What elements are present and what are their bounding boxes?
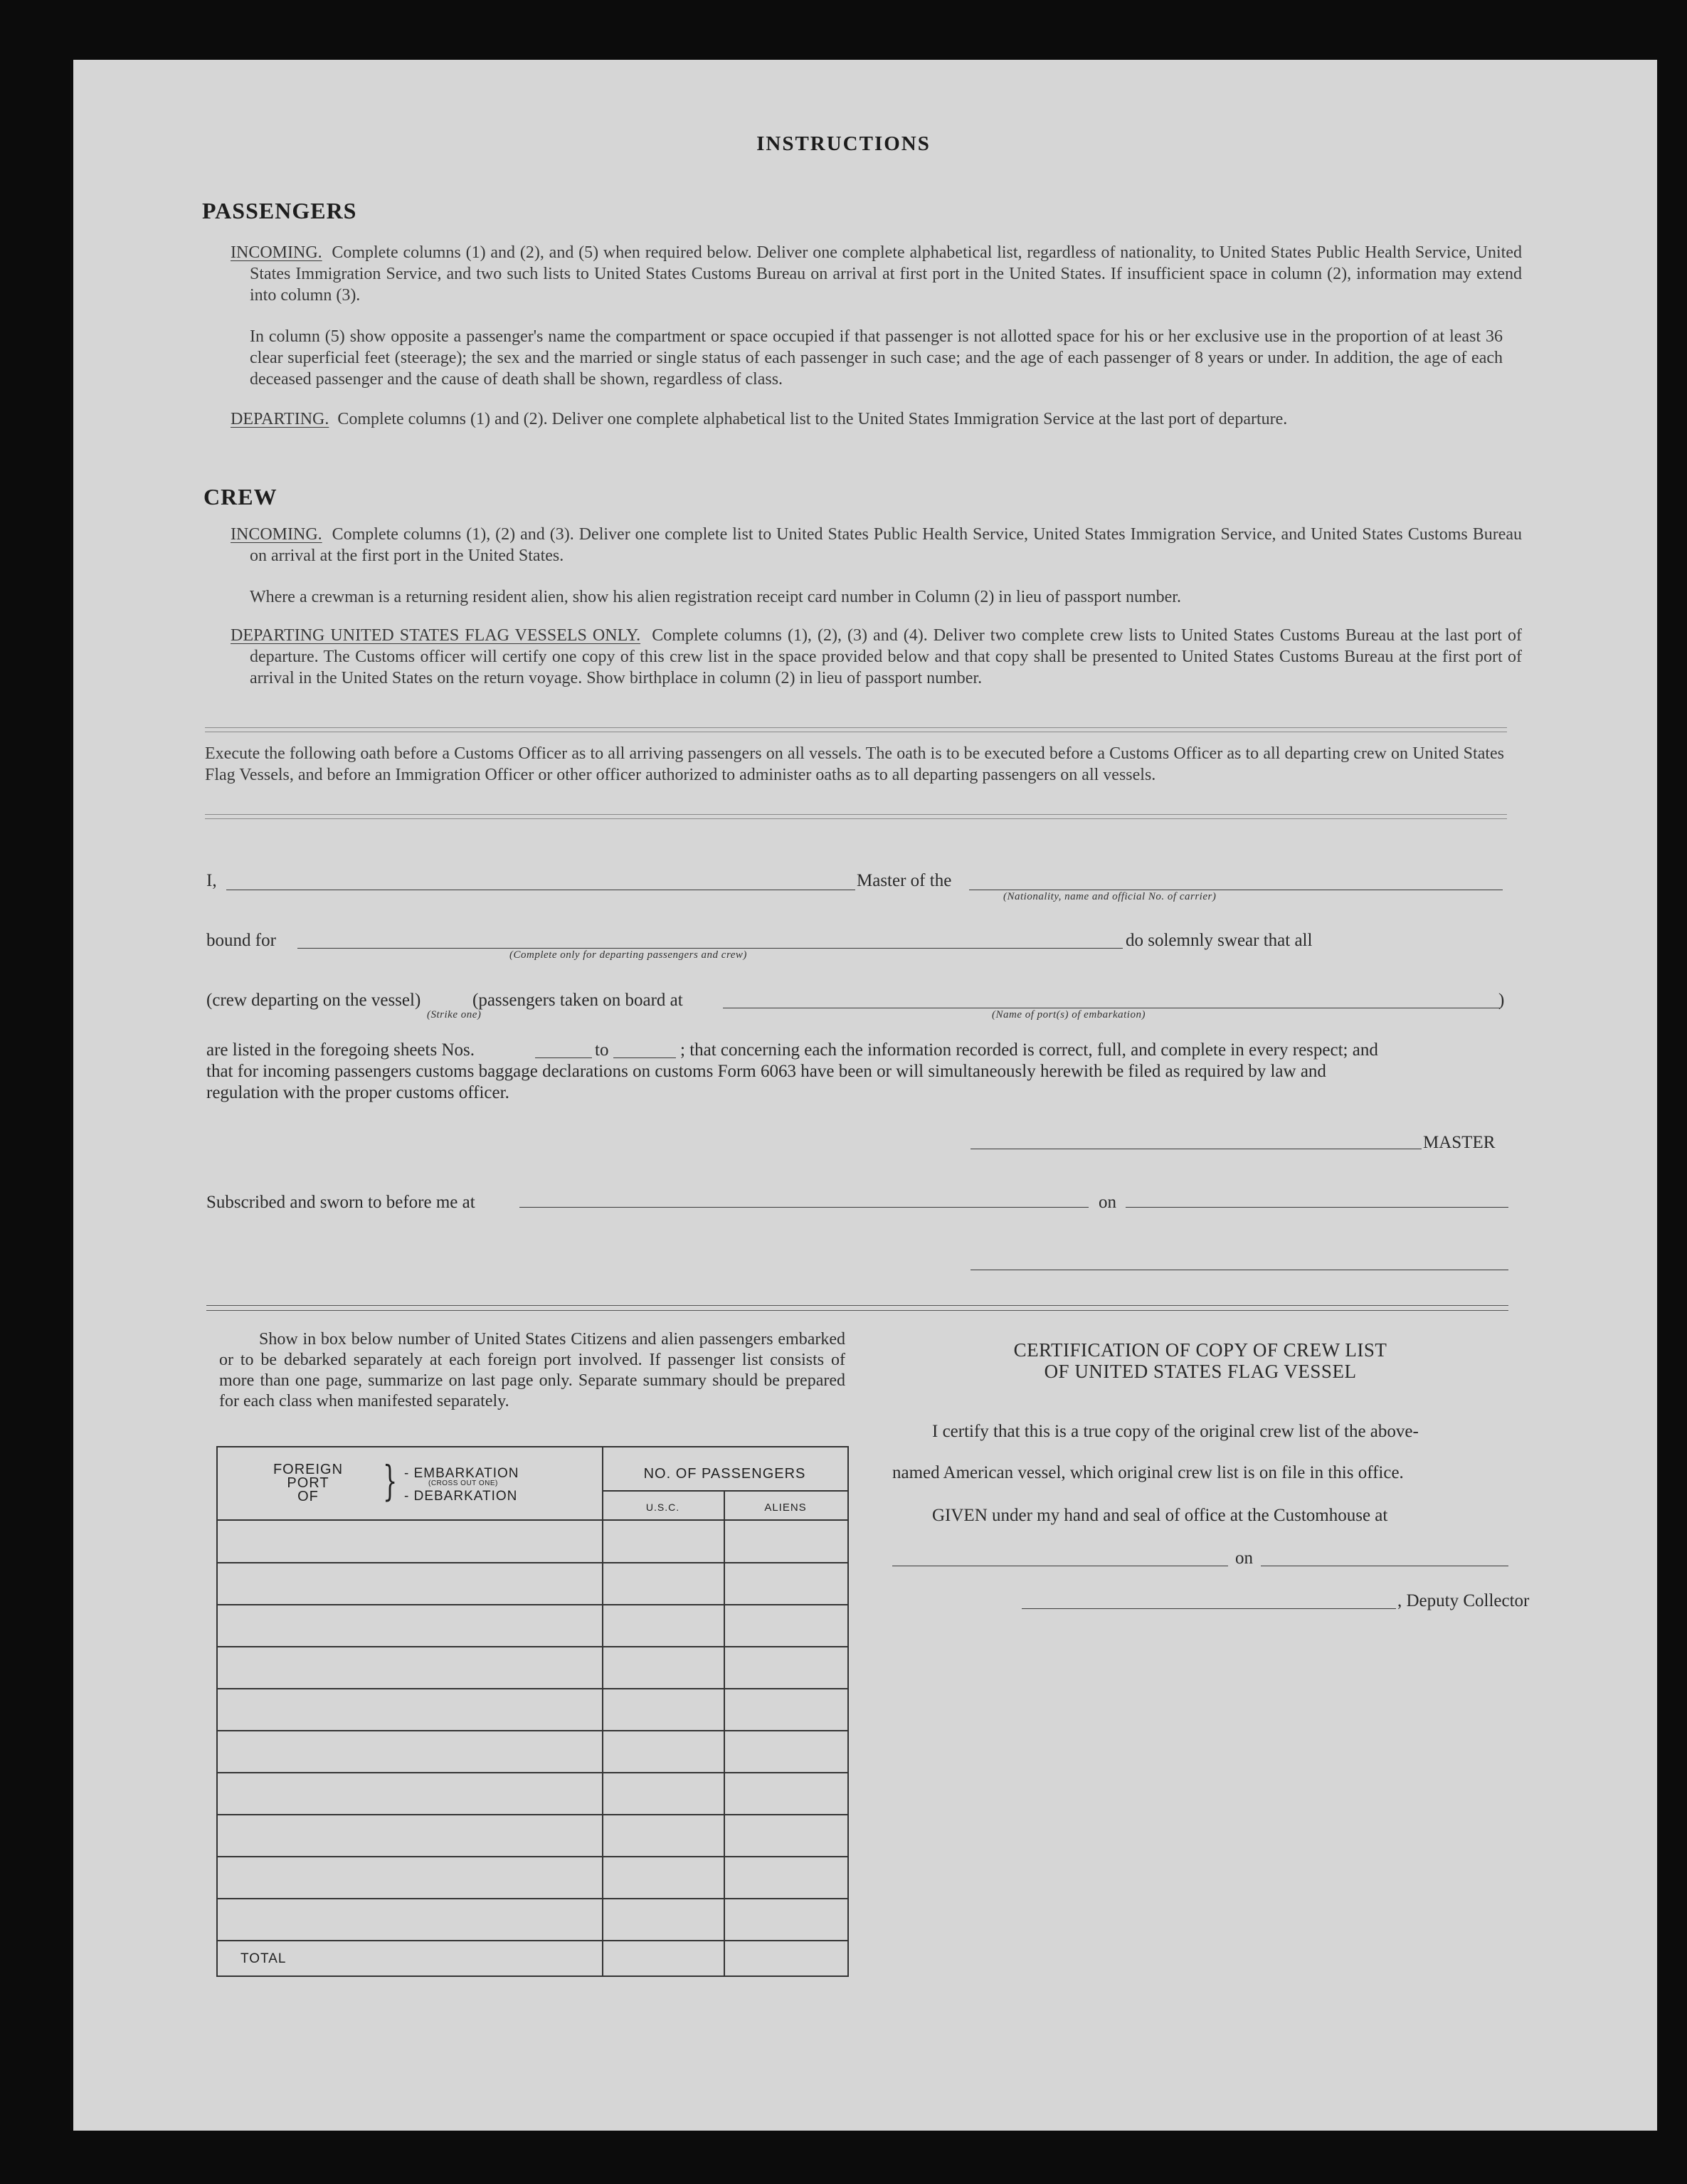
passengers-column5-paragraph: In column (5) show opposite a passenger's name the compartment or space occupied if that passenger is not allotted space for his or her exclusive use in the proportion of at least 36 clear superficial feet (steerage); the sex and the married or single status of each passenger in such case; and the age of each passenger of 8 years or under. In addition, the age of each deceased passenger and the cause of death shall be shown, regardless of class. <box>250 327 1503 389</box>
carrier-caption: (Nationality, name and official No. of carrier) <box>1003 891 1217 902</box>
certification-heading-line: CERTIFICATION OF COPY OF CREW LIST <box>1013 1339 1387 1361</box>
foreign-port-header-line: FOREIGN <box>273 1462 344 1477</box>
cross-out-one-note: (CROSS OUT ONE) <box>428 1479 498 1487</box>
brace-glyph: } <box>383 1457 398 1505</box>
sheet-from-field[interactable] <box>535 1057 592 1058</box>
header-divider <box>602 1490 847 1492</box>
passengers-incoming-text: Complete columns (1) and (2), and (5) when required below. Deliver one complete alphabetical list, regardless of nationality, to United States Public Health Service, United States Immigration Service, and two such lists to United States Customs Bureau on arrival at first port in the United States. If insufficient space in column (2), information may extend into column (3). <box>250 243 1522 305</box>
passengers-departing-lead: DEPARTING. <box>231 410 329 428</box>
listed-to-label: to <box>595 1040 609 1060</box>
passengers-heading: PASSENGERS <box>202 198 357 223</box>
table-row <box>218 1940 847 1941</box>
certify-line-2: named American vessel, which original crew list is on file in this office. <box>892 1463 1404 1482</box>
bound-for-field[interactable] <box>297 948 1123 949</box>
close-paren: ) <box>1498 991 1505 1010</box>
separator-line <box>205 727 1507 728</box>
master-of-the-label: Master of the <box>857 871 952 890</box>
aliens-header: ALIENS <box>764 1502 807 1514</box>
master-label: MASTER <box>1423 1133 1496 1152</box>
summary-instructions: Show in box below number of United States Citizens and alien passengers embarked or to be debarked separately at each foreign port involved. If passenger list consists of more than one page, summarize on last page only. Separate summary should be prepared for each class when manifested separately. <box>219 1330 845 1410</box>
table-row <box>218 1688 847 1689</box>
sworn-on-label: on <box>1099 1193 1116 1212</box>
separator-line <box>206 1310 1508 1311</box>
separator-line <box>205 818 1507 819</box>
passengers-departing-paragraph <box>231 408 1522 430</box>
table-row <box>218 1730 847 1731</box>
crew-departing-paragraph <box>231 625 1522 689</box>
passengers-incoming-paragraph <box>231 242 1522 306</box>
table-row <box>218 1898 847 1899</box>
sworn-at-field[interactable] <box>519 1207 1089 1208</box>
passenger-summary-table <box>216 1446 849 1977</box>
table-row <box>218 1856 847 1857</box>
crew-departing-text: Complete columns (1), (2), (3) and (4). Deliver two complete crew lists to United States Customs Bureau at the last port of departure. The Customs officer will certify one copy of this crew list in the space provided below and that copy shall be presented to United States Customs Bureau at the first port of arrival in the United States on the return voyage. Show birthplace in column (2) in lieu of passport number. <box>250 626 1522 687</box>
passengers-taken-option[interactable]: (passengers taken on board at <box>472 991 683 1010</box>
table-row <box>218 1562 847 1563</box>
oath-i-label: I, <box>206 871 217 890</box>
total-label: TOTAL <box>240 1951 287 1966</box>
strike-one-caption: (Strike one) <box>427 1009 482 1020</box>
deputy-signature-field[interactable] <box>1022 1608 1396 1609</box>
crew-heading: CREW <box>203 484 277 510</box>
listed-sheets-text: are listed in the foregoing sheets Nos. <box>206 1040 475 1060</box>
embarkation-label[interactable]: - EMBARKATION <box>404 1466 519 1481</box>
solemnly-swear-text: do solemnly swear that all <box>1126 931 1313 950</box>
foreign-port-header-line: OF <box>297 1489 319 1504</box>
subscribed-sworn-label: Subscribed and sworn to before me at <box>206 1193 475 1212</box>
execute-oath-paragraph: Execute the following oath before a Customs Officer as to all arriving passengers on all vessels. The oath is to be executed before a Customs Officer as to all departing crew on United States Flag Vessels, and before an Immigration Officer or other officer authorized to administer oaths as to all departing passengers on all vessels. <box>205 744 1504 784</box>
foreign-port-header-line: PORT <box>287 1475 329 1491</box>
page-title: INSTRUCTIONS <box>756 132 931 155</box>
crew-departing-option[interactable]: (crew departing on the vessel) <box>206 991 421 1010</box>
certify-on-label: on <box>1235 1549 1253 1568</box>
certify-line-3: GIVEN under my hand and seal of office at the Customhouse at <box>932 1506 1388 1525</box>
oath-line-2: that for incoming passengers customs baggage declarations on customs Form 6063 have been or will simultaneously herewith be filed as required by law and <box>206 1062 1326 1081</box>
table-row <box>218 1646 847 1647</box>
port-caption: (Name of port(s) of embarkation) <box>992 1009 1146 1020</box>
listed-sheets-continuation: ; that concerning each the information recorded is correct, full, and complete in every respect; and <box>680 1040 1378 1060</box>
certification-heading-line: OF UNITED STATES FLAG VESSEL <box>1044 1361 1357 1382</box>
passengers-incoming-lead: INCOMING. <box>231 243 322 262</box>
bound-for-label: bound for <box>206 931 276 950</box>
foreign-port-header <box>269 1463 347 1504</box>
separator-line <box>205 814 1507 815</box>
crew-incoming-text: Complete columns (1), (2) and (3). Deliver one complete list to United States Public Health Service, United States Immigration Service, and United States Customs Bureau on arrival at the first port in the United States. <box>250 525 1522 565</box>
bound-for-caption: (Complete only for departing passengers and crew) <box>509 949 747 961</box>
no-of-passengers-header: NO. OF PASSENGERS <box>643 1466 806 1482</box>
crew-resident-paragraph: Where a crewman is a returning resident alien, show his alien registration receipt card number in Column (2) in lieu of passport number. <box>250 588 1181 606</box>
table-row <box>218 1772 847 1773</box>
table-row <box>218 1519 847 1521</box>
column-divider <box>602 1447 603 1975</box>
table-row <box>218 1814 847 1815</box>
sworn-date-field[interactable] <box>1126 1207 1508 1208</box>
crew-incoming-paragraph <box>231 524 1522 566</box>
sheet-to-field[interactable] <box>613 1057 676 1058</box>
oath-line-3: regulation with the proper customs officer. <box>206 1083 509 1102</box>
separator-line <box>206 1305 1508 1306</box>
table-row <box>218 1604 847 1605</box>
certify-line-1: I certify that this is a true copy of the original crew list of the above- <box>932 1422 1419 1441</box>
crew-departing-lead: DEPARTING UNITED STATES FLAG VESSELS ONLY. <box>231 626 641 645</box>
certification-heading <box>892 1339 1508 1382</box>
crew-incoming-lead: INCOMING. <box>231 525 322 544</box>
passengers-departing-text: Complete columns (1) and (2). Deliver one complete alphabetical list to the United States Immigration Service at the last port of departure. <box>337 410 1288 428</box>
debarkation-label[interactable]: - DEBARKATION <box>404 1489 518 1504</box>
usc-header: U.S.C. <box>645 1502 680 1513</box>
deputy-collector-label: , Deputy Collector <box>1397 1591 1530 1610</box>
